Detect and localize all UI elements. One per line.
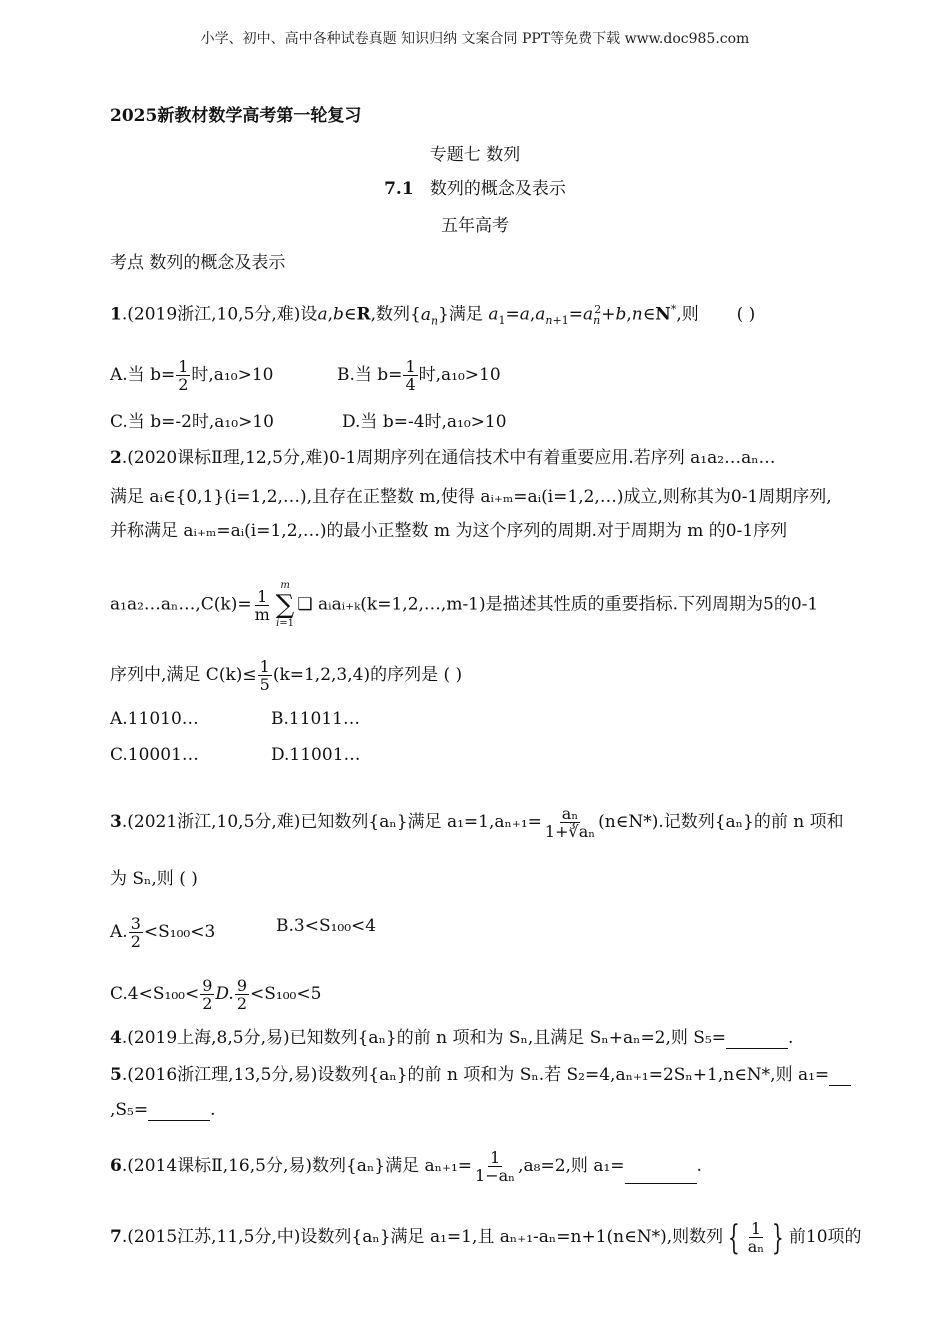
q1-paren: ( ) — [736, 304, 756, 325]
num: 1 — [257, 586, 268, 606]
num: 1 — [178, 357, 189, 376]
q2-line4: a₁a₂…aₙ…,C(k)= $\frac{1}{m}$ m ∑ i=1 ❑ aᵢaᵢ₊ₖ(k=1,2,…,m-1)是描述其性质的重要指标.下列周期为5的0-1 — [110, 580, 819, 629]
den: 2 — [130, 932, 141, 951]
num: 1 — [750, 1219, 762, 1238]
q3-opt-c: C.4<S₁₀₀< — [110, 984, 200, 1004]
q3-opt-d-tail: <S₁₀₀<5 — [250, 984, 322, 1004]
q4-end: . — [788, 1028, 794, 1048]
q3-frac — [543, 805, 597, 840]
q3-line2: 为 Sₙ,则 ( ) — [110, 869, 198, 889]
q1-opt-b-tail: 时,a₁₀>10 — [418, 365, 501, 385]
q6 — [110, 1149, 702, 1184]
q4-number: 4 — [110, 1028, 122, 1048]
sum-sign: m ∑ i=1 — [275, 580, 295, 629]
den: 2 — [178, 375, 189, 394]
q1-opt-b-frac — [403, 358, 417, 393]
den: m — [254, 604, 270, 624]
q2-option-b: B.11011… — [271, 709, 360, 729]
q6-frac — [473, 1149, 517, 1184]
q3-line1 — [110, 805, 844, 840]
q1-stem-d: ,则 — [676, 304, 699, 325]
q1-option-c: C.当 b=-2时,a₁₀>10 — [110, 412, 274, 432]
num: 1 — [405, 357, 416, 376]
q2-option-a: A.11010… — [110, 709, 199, 729]
q1-opt-a-frac — [176, 358, 190, 393]
num: 1 — [489, 1148, 501, 1167]
q5-line2 — [110, 1099, 216, 1121]
q5-end: . — [210, 1100, 216, 1120]
subsection-title: 五年高考 — [441, 216, 509, 236]
answer-blank[interactable] — [625, 1169, 697, 1184]
q7-number: 7 — [110, 1227, 122, 1247]
page-header: 小学、初中、高中各种试卷真题 知识归纳 文案合同 PPT等免费下载 www.doc985.com — [200, 31, 750, 47]
q3-line1-a: .(2021浙江,10,5分,难)已知数列{aₙ}满足 a₁=1,aₙ₊₁= — [121, 812, 542, 832]
q1-stem-a: .(2019浙江,10,5分,难)设 — [121, 304, 318, 325]
num: aₙ — [561, 804, 579, 823]
left-brace: { — [727, 1217, 740, 1258]
right-brace: } — [772, 1217, 785, 1258]
q2-line5-a: 序列中,满足 C(k)≤ — [110, 665, 257, 685]
q7-text-a: .(2015江苏,11,5分,中)设数列{aₙ}满足 a₁=1,且 aₙ₊₁-aₙ=n+1(n∈N*),则数列 — [121, 1227, 724, 1247]
q2-line3: 并称满足 aᵢ₊ₘ=aᵢ(i=1,2,…)的最小正整数 m 为这个序列的周期.对于周期为 m 的0-1序列 — [110, 521, 788, 541]
q2-line4-b: aᵢaᵢ₊ₖ(k=1,2,…,m-1)是描述其性质的重要指标.下列周期为5的0-1 — [318, 594, 819, 615]
q5-number: 5 — [110, 1065, 122, 1085]
doc-title: 2025新教材数学高考第一轮复习 — [110, 106, 362, 126]
q5 — [110, 1064, 851, 1086]
q7-text-b: 前10项的 — [788, 1227, 862, 1247]
section-name: 数列的概念及表示 — [429, 179, 566, 199]
answer-blank[interactable] — [148, 1106, 210, 1121]
q3-option-cd — [110, 977, 321, 1012]
q2-line4-frac — [253, 588, 272, 623]
q2-line1-text: .(2020课标Ⅱ理,12,5分,难)0-1周期序列在通信技术中有着重要应用.若序列 a₁a₂…aₙ… — [121, 448, 776, 468]
section-number: 7.1 — [384, 179, 414, 199]
q1-stem-b: 数列{ — [376, 304, 421, 325]
q1-option-d: D.当 b=-4时,a₁₀>10 — [342, 412, 507, 432]
q5-text: .(2016浙江理,13,5分,易)设数列{aₙ}的前 n 项和为 Sₙ.若 S₂=4,aₙ₊₁=2Sₙ+1,n∈N*,则 a₁= — [121, 1065, 830, 1085]
q1-option-b — [337, 358, 501, 393]
den: 2 — [202, 994, 213, 1013]
den: 1−aₙ — [475, 1166, 516, 1185]
q1-number: 1 — [110, 304, 122, 325]
den: 4 — [405, 375, 416, 394]
q1-opt-b-text: B.当 b= — [337, 365, 403, 385]
q4 — [110, 1027, 793, 1049]
q6-end: . — [696, 1156, 702, 1176]
den: 5 — [259, 675, 270, 694]
q3-line1-b: (n∈N*).记数列{aₙ}的前 n 项和 — [598, 812, 844, 832]
q3-opt-a-tail: <S₁₀₀<3 — [143, 922, 216, 942]
q2-line5 — [110, 658, 462, 693]
q5-line2-text: ,S₅= — [110, 1100, 149, 1120]
q3-opt-d-frac — [235, 977, 249, 1012]
num: 3 — [130, 914, 141, 933]
q2-option-d: D.11001… — [271, 745, 361, 765]
q6-number: 6 — [110, 1156, 122, 1176]
q2-line4-a: a₁a₂…aₙ…,C(k)= — [110, 594, 252, 615]
q3-option-b: B.3<S₁₀₀<4 — [276, 916, 377, 936]
q6-text-a: .(2014课标Ⅱ,16,5分,易)数列{aₙ}满足 aₙ₊₁= — [121, 1156, 473, 1176]
q1-stem: 1.(2019浙江,10,5分,难)设a,b∈R,数列$\{a_n\}$满足 $a_1=a,a_{n+1}=a_n^2+b,n\in N^*$,则 ( ) — [110, 303, 756, 328]
q3-option-a: A. $\frac{3}{2}$ <S₁₀₀<3 — [110, 914, 216, 951]
q2-line5-b: (k=1,2,3,4)的序列是 ( ) — [272, 665, 463, 685]
num: 1 — [259, 657, 270, 676]
section-title — [0, 178, 950, 200]
q1-option-a — [110, 358, 273, 393]
q2-number: 2 — [110, 448, 122, 468]
q3-opt-c-frac — [200, 977, 214, 1012]
q4-text: .(2019上海,8,5分,易)已知数列{aₙ}的前 n 项和为 Sₙ,且满足 Sₙ+aₙ=2,则 S₅= — [121, 1028, 727, 1048]
q3-opt-d: D. — [215, 984, 234, 1004]
topic-title: 专题七 数列 — [429, 145, 521, 165]
answer-blank[interactable] — [726, 1034, 788, 1049]
q6-text-b: ,a₈=2,则 a₁= — [518, 1156, 625, 1176]
kaodian-heading: 考点 数列的概念及表示 — [110, 253, 286, 273]
q3-number: 3 — [110, 812, 122, 832]
q7-frac — [746, 1220, 766, 1255]
q7 — [110, 1217, 862, 1258]
q3-opt-a-frac — [129, 915, 143, 950]
q1-opt-a-tail: 时,a₁₀>10 — [191, 365, 274, 385]
num: 9 — [236, 976, 248, 995]
den: 2 — [236, 994, 248, 1013]
answer-blank[interactable] — [829, 1071, 851, 1086]
q1-stem-c: }满足 — [438, 304, 483, 325]
q2-option-c: C.10001… — [110, 745, 199, 765]
q1-opt-a-text: A.当 b= — [110, 365, 176, 385]
q2-line1 — [110, 447, 776, 469]
den: aₙ — [747, 1237, 765, 1256]
den: 1+∛aₙ — [544, 822, 596, 841]
q2-line5-frac — [258, 658, 272, 693]
num: 9 — [202, 976, 213, 995]
q2-line2: 满足 aᵢ∈{0,1}(i=1,2,…),且存在正整数 m,使得 aᵢ₊ₘ=aᵢ(i=1,2,…)成立,则称其为0-1周期序列, — [110, 487, 832, 507]
